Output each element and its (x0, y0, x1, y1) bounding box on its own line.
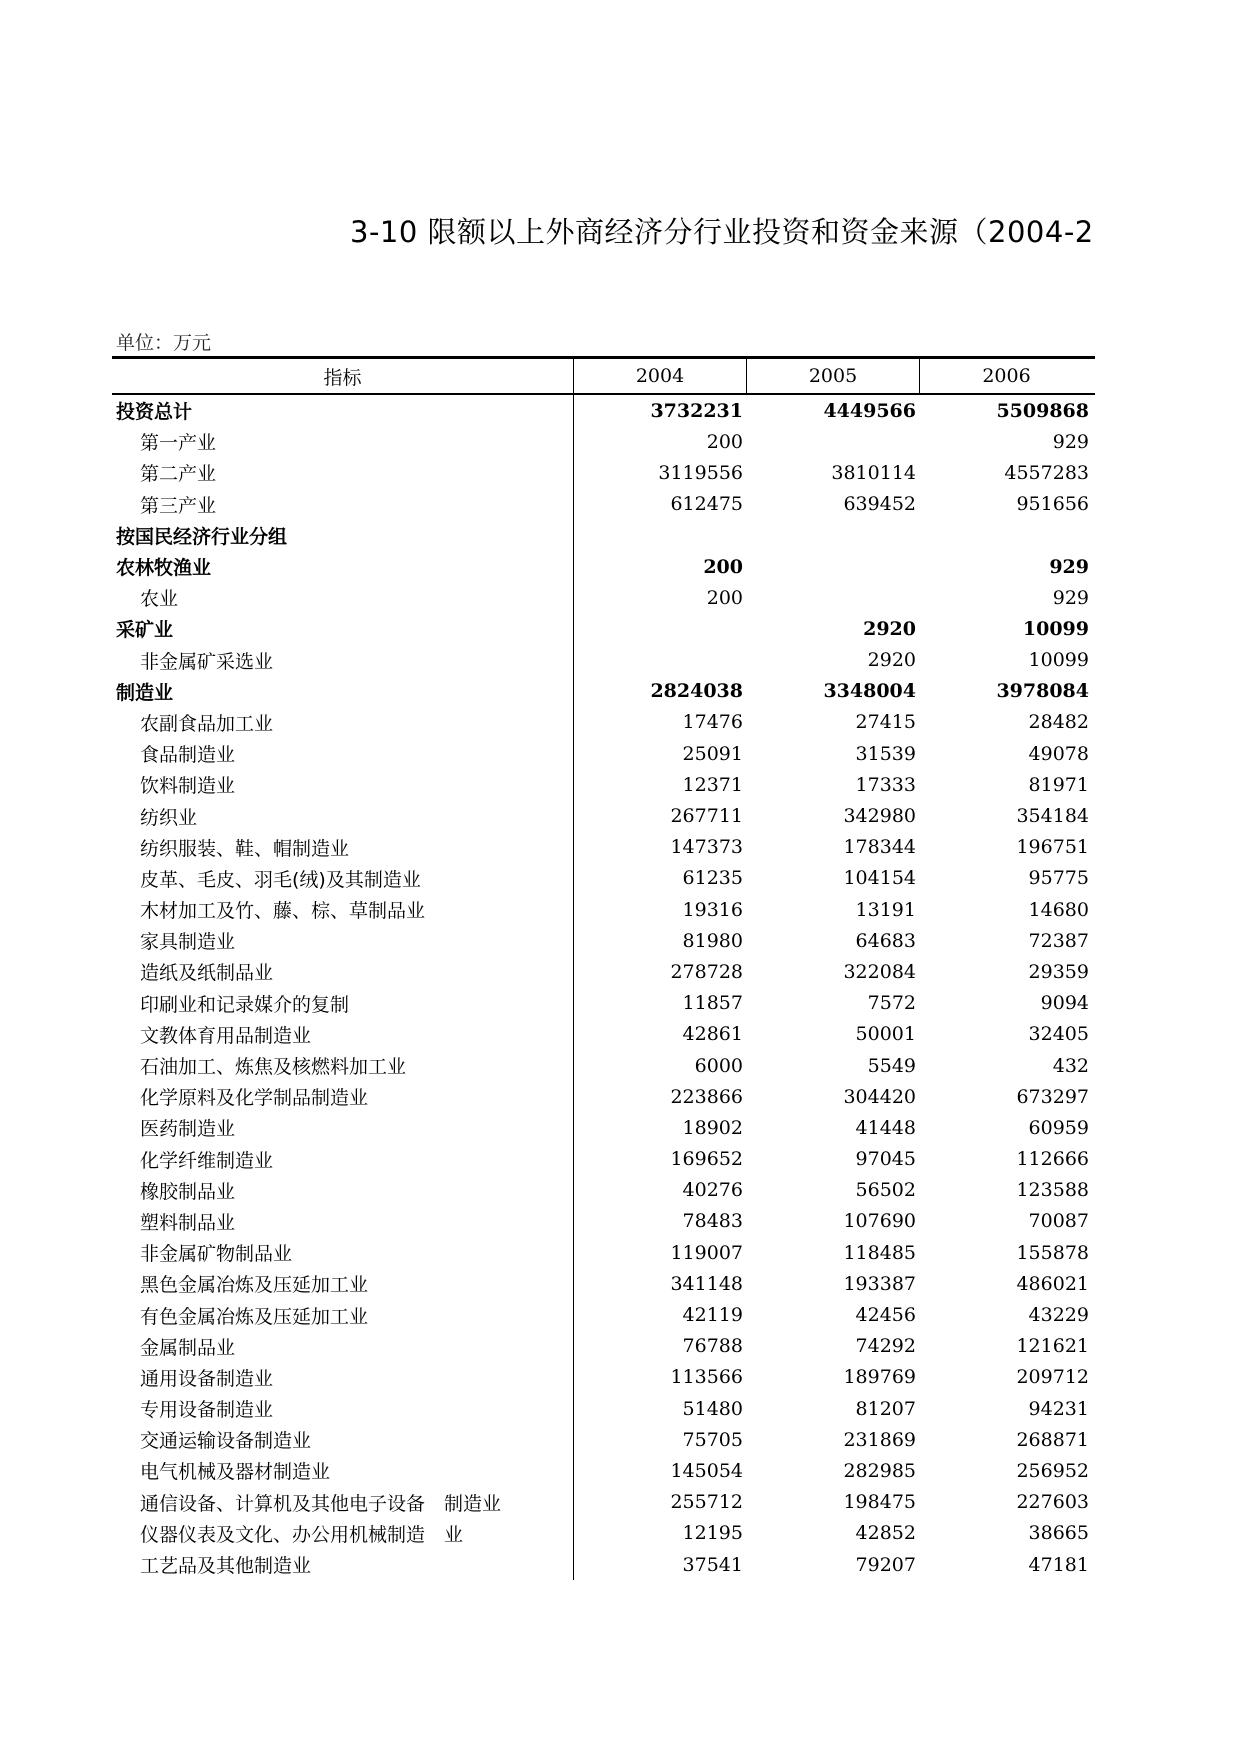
cell-2005: 342980 (843, 805, 916, 828)
cell-2004: 75705 (682, 1428, 743, 1451)
cell-2006: 432 (1052, 1054, 1089, 1077)
row-label: 第一产业 (112, 426, 574, 457)
cell-2005: 17333 (855, 773, 916, 796)
row-label: 第二产业 (112, 457, 574, 488)
cell-2005: 56502 (855, 1179, 916, 1202)
cell-2005: 4449566 (823, 399, 916, 422)
cell-2006: 5509868 (996, 399, 1089, 422)
cell-2005: 5549 (867, 1054, 916, 1077)
header-2005: 2005 (747, 359, 920, 393)
cell-2004: 6000 (694, 1054, 743, 1077)
row-label: 非金属矿物制品业 (112, 1237, 574, 1268)
table-row (112, 613, 1095, 644)
cell-2006: 256952 (1016, 1459, 1089, 1482)
table-row (112, 1268, 1095, 1299)
table-row (112, 1393, 1095, 1424)
cell-2005: 3810114 (831, 461, 916, 484)
cell-2006: 929 (1052, 586, 1089, 609)
cell-2006: 47181 (1028, 1553, 1089, 1576)
cell-2004: 18902 (682, 1116, 743, 1139)
cell-2004: 76788 (682, 1335, 743, 1358)
cell-2004: 17476 (682, 711, 743, 734)
table-row (112, 1112, 1095, 1143)
cell-2005: 282985 (843, 1459, 916, 1482)
row-label: 黑色金属冶炼及压延加工业 (112, 1268, 574, 1299)
cell-2005: 42852 (855, 1522, 916, 1545)
cell-2006: 112666 (1016, 1148, 1089, 1171)
cell-2004: 278728 (670, 960, 743, 983)
row-label: 金属制品业 (112, 1331, 574, 1362)
cell-2006: 929 (1052, 430, 1089, 453)
table-row (112, 551, 1095, 582)
table-row (112, 988, 1095, 1019)
cell-2004: 612475 (670, 493, 743, 516)
cell-2004: 11857 (682, 992, 743, 1015)
cell-2004: 12195 (682, 1522, 743, 1545)
cell-2004: 78483 (682, 1210, 743, 1233)
cell-2004: 3119556 (658, 461, 743, 484)
cell-2005: 3348004 (823, 680, 916, 703)
cell-2006: 673297 (1016, 1085, 1089, 1108)
table-row (112, 489, 1095, 520)
table-row (112, 769, 1095, 800)
cell-2006: 354184 (1016, 805, 1089, 828)
table-row (112, 1144, 1095, 1175)
cell-2006: 43229 (1028, 1304, 1089, 1327)
row-label: 塑料制品业 (112, 1206, 574, 1237)
cell-2006: 155878 (1016, 1241, 1089, 1264)
cell-2006: 70087 (1028, 1210, 1089, 1233)
cell-2005: 639452 (843, 493, 916, 516)
row-label: 石油加工、炼焦及核燃料加工业 (112, 1050, 574, 1081)
row-label: 印刷业和记录媒介的复制 (112, 988, 574, 1019)
header-indicator: 指标 (112, 359, 574, 393)
row-label: 文教体育用品制造业 (112, 1019, 574, 1050)
row-label: 工艺品及其他制造业 (112, 1549, 574, 1580)
cell-2006: 72387 (1028, 929, 1089, 952)
table-row (112, 426, 1095, 457)
cell-2005: 304420 (843, 1085, 916, 1108)
cell-2004: 200 (706, 430, 743, 453)
row-label: 非金属矿采选业 (112, 645, 574, 676)
cell-2006: 10099 (1022, 617, 1089, 640)
table-row (112, 676, 1095, 707)
cell-2005: 74292 (855, 1335, 916, 1358)
cell-2004: 119007 (670, 1241, 743, 1264)
cell-2006: 123588 (1016, 1179, 1089, 1202)
cell-2004: 147373 (670, 836, 743, 859)
cell-2005: 118485 (843, 1241, 916, 1264)
cell-2004: 42861 (682, 1023, 743, 1046)
row-label: 有色金属冶炼及压延加工业 (112, 1299, 574, 1330)
cell-2006: 951656 (1016, 493, 1089, 516)
cell-2004: 2824038 (650, 680, 743, 703)
table-row (112, 1299, 1095, 1330)
cell-2005: 64683 (855, 929, 916, 952)
cell-2005: 2920 (863, 617, 916, 640)
row-label: 农副食品加工业 (112, 707, 574, 738)
cell-2004: 81980 (682, 929, 743, 952)
row-label: 投资总计 (112, 395, 574, 426)
table-row (112, 1549, 1095, 1580)
table-row (112, 925, 1095, 956)
cell-2005: 81207 (855, 1397, 916, 1420)
cell-2006: 32405 (1028, 1023, 1089, 1046)
row-label: 化学纤维制造业 (112, 1144, 574, 1175)
table-row (112, 707, 1095, 738)
cell-2005: 79207 (855, 1553, 916, 1576)
row-label: 农林牧渔业 (112, 551, 574, 582)
cell-2004: 341148 (670, 1272, 743, 1295)
cell-2005: 231869 (843, 1428, 916, 1451)
row-label: 交通运输设备制造业 (112, 1424, 574, 1455)
cell-2005: 31539 (855, 742, 916, 765)
cell-2005: 104154 (843, 867, 916, 890)
table-row (112, 1081, 1095, 1112)
row-label: 采矿业 (112, 613, 574, 644)
cell-2006: 227603 (1016, 1491, 1089, 1514)
cell-2005: 27415 (855, 711, 916, 734)
table-row (112, 645, 1095, 676)
page-title: 3-10 限额以上外商经济分行业投资和资金来源（2004-2 (350, 215, 1094, 249)
cell-2006: 95775 (1028, 867, 1089, 890)
cell-2006: 94231 (1028, 1397, 1089, 1420)
cell-2004: 61235 (682, 867, 743, 890)
cell-2006: 209712 (1016, 1366, 1089, 1389)
cell-2005: 193387 (843, 1272, 916, 1295)
row-label: 电气机械及器材制造业 (112, 1455, 574, 1486)
row-label: 皮革、毛皮、羽毛(绒)及其制造业 (112, 863, 574, 894)
row-label: 纺织服装、鞋、帽制造业 (112, 832, 574, 863)
table-row (112, 395, 1095, 426)
table-row (112, 1362, 1095, 1393)
table-row (112, 1237, 1095, 1268)
cell-2006: 196751 (1016, 836, 1089, 859)
cell-2006: 28482 (1028, 711, 1089, 734)
row-label: 化学原料及化学制品制造业 (112, 1081, 574, 1112)
table-row (112, 1518, 1095, 1549)
row-label: 农业 (112, 582, 574, 613)
table-row (112, 894, 1095, 925)
cell-2004: 145054 (670, 1459, 743, 1482)
table-row (112, 457, 1095, 488)
header-2006: 2006 (982, 365, 1031, 387)
cell-2006: 486021 (1016, 1272, 1089, 1295)
cell-2004: 12371 (682, 773, 743, 796)
row-label: 通用设备制造业 (112, 1362, 574, 1393)
cell-2004: 113566 (670, 1366, 743, 1389)
data-table (112, 356, 1095, 1580)
row-label: 家具制造业 (112, 925, 574, 956)
cell-2006: 121621 (1016, 1335, 1089, 1358)
table-row (112, 582, 1095, 613)
row-label: 食品制造业 (112, 738, 574, 769)
table-row (112, 1206, 1095, 1237)
cell-2006: 9094 (1040, 992, 1089, 1015)
cell-2006: 60959 (1028, 1116, 1089, 1139)
cell-2006: 29359 (1028, 960, 1089, 983)
cell-2005: 189769 (843, 1366, 916, 1389)
cell-2006: 10099 (1028, 649, 1089, 672)
cell-2006: 81971 (1028, 773, 1089, 796)
unit-label: 单位：万元 (116, 332, 212, 354)
cell-2004: 25091 (682, 742, 743, 765)
table-row (112, 520, 1095, 551)
row-label: 通信设备、计算机及其他电子设备 制造业 (112, 1487, 574, 1518)
cell-2005: 50001 (855, 1023, 916, 1046)
table-row (112, 800, 1095, 831)
cell-2006: 49078 (1028, 742, 1089, 765)
row-label: 第三产业 (112, 489, 574, 520)
row-label: 仪器仪表及文化、办公用机械制造 业 (112, 1518, 574, 1549)
cell-2006: 3978084 (996, 680, 1089, 703)
cell-2004: 51480 (682, 1397, 743, 1420)
table-row (112, 1331, 1095, 1362)
cell-2005: 97045 (855, 1148, 916, 1171)
cell-2005: 7572 (867, 992, 916, 1015)
table-row (112, 1019, 1095, 1050)
cell-2006: 38665 (1028, 1522, 1089, 1545)
cell-2005: 2920 (867, 649, 916, 672)
cell-2004: 19316 (682, 898, 743, 921)
table-row (112, 863, 1095, 894)
row-label: 造纸及纸制品业 (112, 956, 574, 987)
table-row (112, 956, 1095, 987)
cell-2004: 223866 (670, 1085, 743, 1108)
row-label: 按国民经济行业分组 (112, 520, 574, 551)
table-row (112, 1050, 1095, 1081)
cell-2004: 42119 (682, 1304, 743, 1327)
cell-2004: 255712 (670, 1491, 743, 1514)
table-header (112, 356, 1095, 395)
cell-2005: 42456 (855, 1304, 916, 1327)
row-label: 医药制造业 (112, 1112, 574, 1143)
cell-2004: 169652 (670, 1148, 743, 1171)
table-row (112, 832, 1095, 863)
cell-2006: 4557283 (1004, 461, 1089, 484)
cell-2005: 198475 (843, 1491, 916, 1514)
row-label: 木材加工及竹、藤、棕、草制品业 (112, 894, 574, 925)
cell-2004: 37541 (682, 1553, 743, 1576)
row-label: 纺织业 (112, 800, 574, 831)
cell-2005: 41448 (855, 1116, 916, 1139)
cell-2004: 200 (703, 555, 743, 578)
cell-2004: 40276 (682, 1179, 743, 1202)
cell-2006: 929 (1049, 555, 1089, 578)
row-label: 专用设备制造业 (112, 1393, 574, 1424)
row-label: 饮料制造业 (112, 769, 574, 800)
cell-2005: 322084 (843, 960, 916, 983)
cell-2006: 14680 (1028, 898, 1089, 921)
table-row (112, 1455, 1095, 1486)
header-2004: 2004 (574, 359, 747, 393)
table-row (112, 738, 1095, 769)
cell-2005: 178344 (843, 836, 916, 859)
table-body (112, 395, 1095, 1580)
row-label: 制造业 (112, 676, 574, 707)
cell-2006: 268871 (1016, 1428, 1089, 1451)
table-row (112, 1487, 1095, 1518)
cell-2005: 13191 (855, 898, 916, 921)
cell-2004: 200 (706, 586, 743, 609)
table-row (112, 1424, 1095, 1455)
row-label: 橡胶制品业 (112, 1175, 574, 1206)
table-row (112, 1175, 1095, 1206)
cell-2004: 3732231 (650, 399, 743, 422)
cell-2005: 107690 (843, 1210, 916, 1233)
cell-2004: 267711 (670, 805, 743, 828)
